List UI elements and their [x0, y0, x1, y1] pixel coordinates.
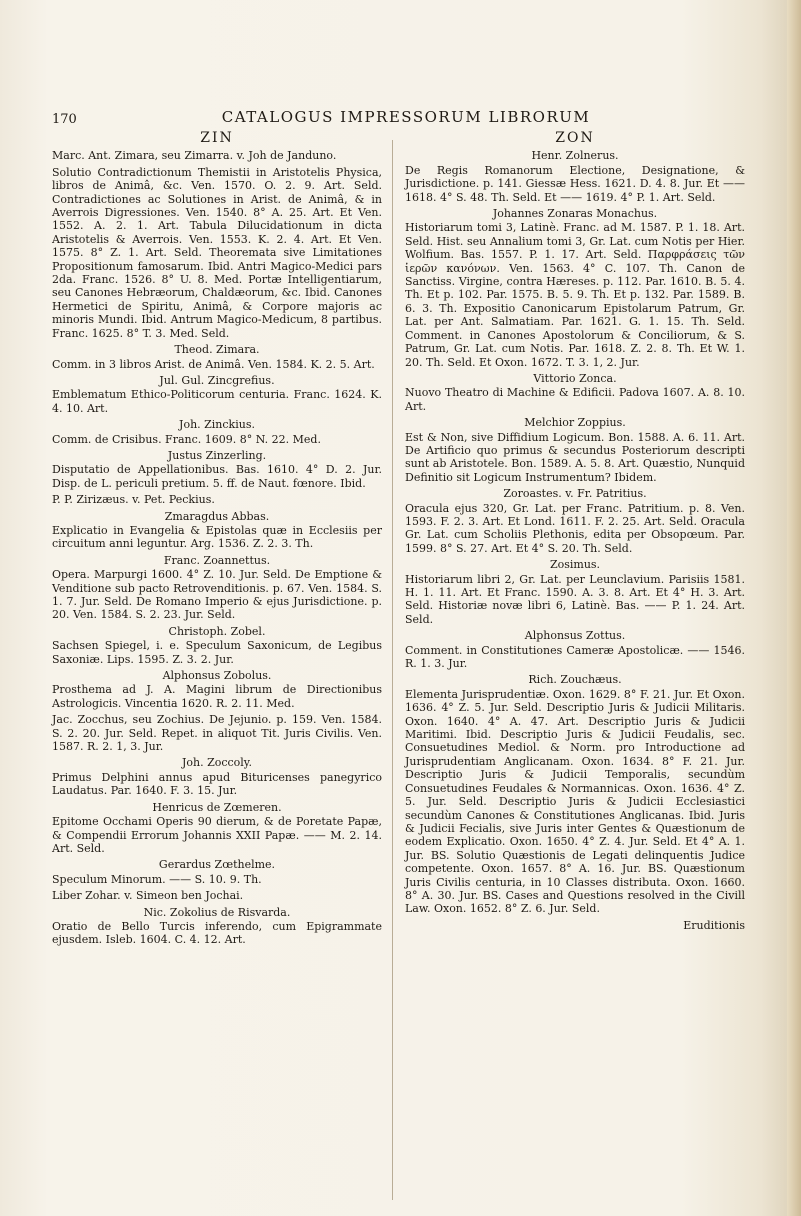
right-column-letters: ZON [555, 130, 595, 146]
entry-text: Explicatio in Evangelia & Epistolas quæ in Ecclesiis per circuitum anni leguntur. Arg. 1536. Z. 2. 3. Th. [52, 523, 382, 551]
entry-text: Elementa Jurisprudentiæ. Oxon. 1629. 8° F. 21. Jur. Et Oxon. 1636. 4° Z. 5. Jur. Seld. Descriptio Juris & Judicii Militaris. Oxon. 1640. 4° A. 47. Art. Descriptio Juris & Judicii Maritimi. Ibid. Descriptio Juris & Judicii Feudalis, sec. Consuetudines Mediol. & Norm. pro Introductione ad Jurisprudentiam Anglicanam. Oxon. 1634. 8° F. 21. Jur. Descriptio Juris & Judicii Temporalis, secundùm Consuetudines Feudales & Normannicas. Oxon. 1636. 4° Z. 5. Jur. Seld. Descriptio Juris & Judicii Ecclesiastici secundùm Canones & Constitutiones Anglicanas. Ibid. Juris & Judicii Fecialis, sive Juris inter Gentes & Quæstionum de eodem Explicatio. Oxon. 1650. 4° Z. 4. Jur. Seld. Et 4° A. 1. Jur. BS. Solutio Quæstionis de Legati delinquentis Judice competente. Oxon. 1657. 8° A. 16. Jur. BS. Quæstionum Juris Civilis centuria, in 10 Classes distributa. Oxon. 1660. 8° A. 30. Jur. BS. Cases and Questions resolved in the Civill Law. Oxon. 1652. 8° Z. 6. Jur. Seld. [405, 687, 745, 916]
entry-text: Marc. Ant. Zimara, seu Zimarra. v. Joh de Janduno. [52, 149, 337, 163]
entry-text: Nuovo Theatro di Machine & Edificii. Padova 1607. A. 8. 10. Art. [405, 386, 745, 413]
catalogue-entry [405, 416, 745, 484]
catalogue-entry [52, 554, 382, 622]
running-title: CATALOGUS IMPRESSORUM LIBRORUM [221, 108, 591, 126]
catalogue-entry [52, 510, 382, 551]
catalogue-entry [405, 558, 745, 626]
left-column-letters: ZIN [200, 130, 234, 146]
entry-text: Comment. in Constitutiones Cameræ Apostolicæ. —— 1546. R. 1. 3. Jur. [405, 643, 745, 671]
catalogue-entry [52, 449, 382, 490]
catalogue-entry [405, 629, 745, 670]
entry-text: Historiarum libri 2, Gr. Lat. per Leunclavium. Parisiis 1581. H. 1. 11. Art. Et Franc. 1590. A. 3. 8. Art. Et 4° H. 3. Art. Seld. Historiæ novæ libri 6, Latinè. Bas. —— P. 1. 24. Art. Seld. [405, 572, 745, 626]
entry-text: Opera. Marpurgi 1600. 4° Z. 10. Jur. Seld. De Emptione & Venditione sub pacto Retrovenditionis. p. 67. Ven. 1584. S. 1. 7. Jur. Seld. De Romano Imperio & ejus Jurisdictione. p. 20. Ven. 1584. S. 2. 23. Jur. Seld. [52, 568, 382, 622]
catalogue-entry [52, 756, 382, 797]
entry-author: Henricus de Zœmeren. [152, 800, 282, 814]
page-edge [787, 0, 801, 1216]
entry-author: Joh. Zinckius. [179, 418, 255, 432]
catalogue-entry [52, 713, 382, 753]
catalogue-entry [52, 418, 382, 446]
catalogue-entry [52, 858, 382, 886]
entry-author: Henr. Zolnerus. [531, 149, 619, 163]
entry-text: Speculum Minorum. —— S. 10. 9. Th. [52, 872, 262, 886]
entry-author: Alphonsus Zottus. [524, 629, 626, 643]
catalogue-entry [52, 166, 382, 340]
catalogue-entry [405, 207, 745, 369]
entry-text: Oracula ejus 320, Gr. Lat. per Franc. Patritium. p. 8. Ven. 1593. F. 2. 3. Art. Et Lond. 1611. F. 2. 25. Art. Seld. Oracula Gr. Lat. cum Scholiis Plethonis, edita per Obsopœum. Par. 1599. 8° S. 27. Art. Et 4° S. 20. Th. Seld. [405, 501, 745, 555]
catalogue-entry [52, 149, 382, 162]
entry-text: Oratio de Bello Turcis inferendo, cum Epigrammate ejusdem. Isleb. 1604. C. 4. 12. Art. [52, 919, 382, 947]
entry-text: Epitome Occhami Operis 90 dierum, & de Poretate Papæ, & Compendii Errorum Johannis XXII Papæ. —— M. 2. 14. Art. Seld. [52, 815, 382, 855]
entry-text: P. P. Zirizæus. v. Pet. Peckius. [52, 493, 215, 507]
entry-author: Franc. Zoannettus. [163, 553, 271, 567]
entry-text: Solutio Contradictionum Themistii in Aristotelis Physica, libros de Animâ, &c. Ven. 1570. O. 2. 9. Art. Seld. Contradictiones ac Solutiones in Arist. de Animâ, & in Averrois Digressiones. Ven. 1540. 8° A. 25. Art. Et Ven. 1552. A. 2. 1. Art. Tabula Dilucidationum in dicta Aristotelis & Averrois. Ven. 1553. K. 2. 4. Art. Et Ven. 1575. 8° Z. 1. Art. Seld. Theoremata sive Limitationes Propositionum famosarum. Ibid. Antri Magico-Medici pars 2da. Franc. 1526. 8° U. 8. Med. Portæ Intelligentiarum, seu Canones Hebræorum, Chaldæorum, &c. Ibid. Canones Hermetici de Spiritu, Animâ, & Corpore majoris ac minoris Mundi. Ibid. Antrum Magico-Medicum, 8 partibus. Franc. 1625. 8° T. 3. Med. Seld. [52, 165, 382, 340]
entry-text: Emblematum Ethico-Politicorum centuria. Franc. 1624. K. 4. 10. Art. [52, 388, 382, 415]
catalogue-entry [52, 625, 382, 666]
entry-author: Justus Zinzerling. [167, 448, 267, 462]
entry-text: De Regis Romanorum Electione, Designatione, & Jurisdictione. p. 141. Giessæ Hess. 1621. D. 4. 8. Jur. Et —— 1618. 4° S. 48. Th. Seld. Et —— 1619. 4° P. 1. Art. Seld. [405, 163, 745, 204]
entry-text: Sachsen Spiegel, i. e. Speculum Saxonicum, de Legibus Saxoniæ. Lips. 1595. Z. 3. 2. Jur. [52, 639, 382, 666]
page-number: 170 [52, 112, 77, 127]
catalogue-entry [52, 801, 382, 856]
column-divider [392, 140, 393, 1200]
catalogue-entry [52, 493, 382, 506]
entry-author: Gerardus Zœthelme. [158, 858, 276, 872]
page-header [52, 108, 732, 134]
entry-text: Disputatio de Appellationibus. Bas. 1610. 4° D. 2. Jur. Disp. de L. periculi pretium. 5. ff. de Naut. fœnore. Ibid. [52, 463, 382, 490]
catalogue-entry [52, 343, 382, 371]
catalogue-entry [52, 889, 382, 902]
entry-text: Jac. Zocchus, seu Zochius. De Jejunio. p. 159. Ven. 1584. S. 2. 20. Jur. Seld. Repet. in aliquot Tit. Juris Civilis. Ven. 1587. R. 2. 1, 3. Jur. [52, 713, 382, 754]
entry-text: Est & Non, sive Diffidium Logicum. Bon. 1588. A. 6. 11. Art. De Artificio quo primus & secundus Posteriorum descripti sunt ab Aristotele. Bon. 1589. A. 5. 8. Art. Quæstio, Nunquid Definitio sit Logicum Instrumentum? Ibidem. [405, 430, 745, 484]
catalogue-entry [405, 487, 745, 555]
catchword: Eruditionis [683, 918, 745, 932]
catalogue-entry [405, 149, 745, 204]
entry-author: Theod. Zimara. [174, 343, 260, 357]
right-entries [405, 149, 745, 915]
entry-author: Joh. Zoccoly. [181, 756, 253, 770]
catalogue-entry [405, 372, 745, 413]
entry-text: Primus Delphini annus apud Bituricenses panegyrico Laudatus. Par. 1640. F. 3. 15. Jur. [52, 770, 382, 798]
entry-author: Zosimus. [549, 558, 601, 572]
entry-author: Zmaragdus Abbas. [164, 509, 270, 523]
catalogue-entry [52, 669, 382, 710]
entry-author: Johannes Zonaras Monachus. [492, 207, 658, 221]
catalogue-entry [52, 374, 382, 415]
entry-author: Zoroastes. v. Fr. Patritius. [503, 487, 647, 501]
entry-text: Comm. in 3 libros Arist. de Animâ. Ven. 1584. K. 2. 5. Art. [52, 357, 375, 371]
entry-author: Jul. Gul. Zincgrefius. [159, 373, 275, 387]
catalogue-entry [405, 673, 745, 915]
entry-author: Christoph. Zobel. [168, 624, 266, 638]
entry-text: Historiarum tomi 3, Latinè. Franc. ad M. 1587. P. 1. 18. Art. Seld. Hist. seu Annalium tomi 3, Gr. Lat. cum Notis per Hier. Wolfium. Bas. 1557. P. 1. 17. Art. Seld. Παρφράσεις τῶν ἱερῶν κανόνων. Ven. 1563. 4° C. 107. Th. Canon de Sanctiss. Virgine, contra Hæreses. p. 112. Par. 1610. B. 5. 4. Th. Et p. 102. Par. 1575. B. 5. 9. Th. Et p. 132. Par. 1589. B. 6. 3. Th. Expositio Canonicarum Epistolarum Patrum, Gr. Lat. per Ant. Salmatiam. Par. 1621. G. 1. 15. Th. Seld. Comment. in Canones Apostolorum & Conciliorum, & S. Patrum, Gr. Lat. cum Notis. Par. 1618. Z. 2. 8. Th. Et W. 1. 20. Th. Seld. Et Oxon. 1672. T. 3. 1, 2. Jur. [405, 221, 745, 369]
left-entries [52, 149, 382, 946]
entry-text: Liber Zohar. v. Simeon ben Jochai. [52, 889, 244, 903]
entry-author: Melchior Zoppius. [524, 416, 626, 430]
entry-author: Alphonsus Zobolus. [162, 669, 272, 683]
entry-text: Comm. de Crisibus. Franc. 1609. 8° N. 22. Med. [52, 432, 321, 446]
entry-author: Rich. Zouchæus. [528, 673, 622, 687]
catalogue-entry [52, 906, 382, 947]
right-column [405, 132, 745, 932]
entry-author: Vittorio Zonca. [533, 371, 617, 385]
left-column [52, 132, 382, 950]
entry-author: Nic. Zokolius de Risvarda. [143, 905, 291, 919]
entry-text: Prosthema ad J. A. Magini librum de Directionibus Astrologicis. Vincentia 1620. R. 2. 11. Med. [52, 683, 382, 710]
